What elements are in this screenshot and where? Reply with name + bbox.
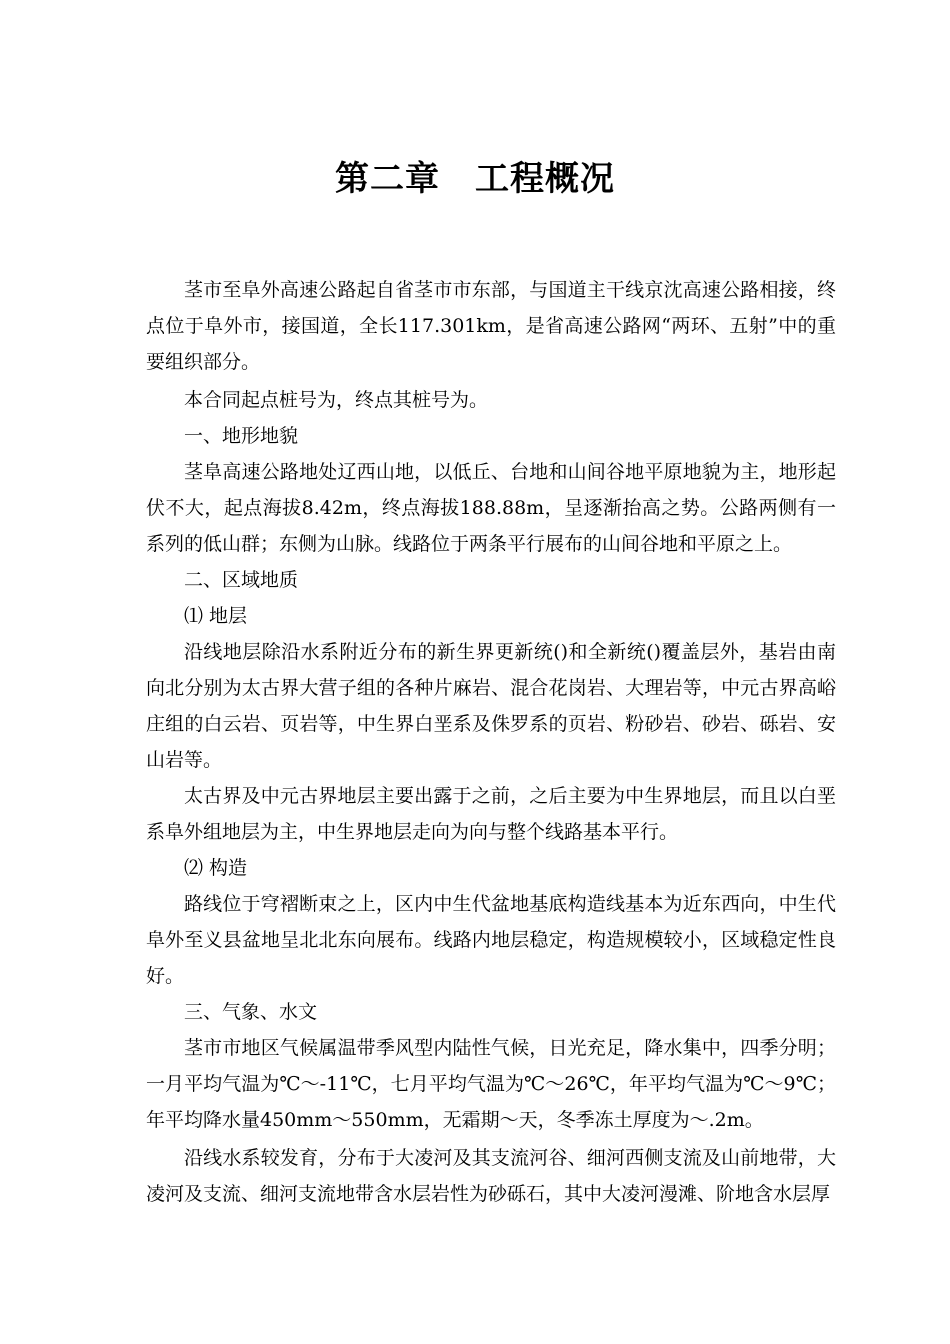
paragraph-contract-stakes: 本合同起点桩号为，终点其桩号为。 — [184, 389, 489, 411]
paragraph-project-intro: 茎市至阜外高速公路起自省茎市市东部，与国道主干线京沈高速公路相接，终点位于阜外市，接国道，全长117.301km，是省高速公路网“两环、五射”中的重要组织部分。 — [146, 279, 836, 373]
paragraph-strata: 沿线地层除沿水系附近分布的新生界更新统()和全新统()覆盖层外，基岩由南向北分别为太古界大营子组的各种片麻岩、混合花岗岩、大理岩等，中元古界高峪庄组的白云岩、页岩等，中生界白垩系及侏罗系的页岩、粉砂岩、砂岩、砾岩、安山岩等。 — [146, 641, 836, 771]
body-text — [146, 272, 836, 1212]
chapter-title: 第二章 工程概况 — [335, 159, 615, 199]
section-heading-terrain: 一、地形地貌 — [184, 425, 299, 447]
subsection-heading-strata: ⑴ 地层 — [184, 605, 248, 627]
paragraph-terrain: 茎阜高速公路地处辽西山地，以低丘、台地和山间谷地平原地貌为主，地形起伏不大，起点海拔8.42m，终点海拔188.88m，呈逐渐抬高之势。公路两侧有一系列的低山群；东侧为山脉。线路位于两条平行展布的山间谷地和平原之上。 — [146, 461, 836, 555]
paragraph-hydrology: 沿线水系较发育，分布于大凌河及其支流河谷、细河西侧支流及山前地带，大凌河及支流、细河支流地带含水层岩性为砂砾石，其中大凌河漫滩、阶地含水层厚 — [146, 1147, 836, 1205]
section-heading-geology: 二、区域地质 — [184, 569, 299, 591]
subsection-heading-structure: ⑵ 构造 — [184, 857, 248, 879]
section-heading-climate-hydrology: 三、气象、水文 — [184, 1001, 318, 1023]
paragraph-structure: 路线位于穹褶断束之上，区内中生代盆地基底构造线基本为近东西向，中生代阜外至义县盆地呈北北东向展布。线路内地层稳定，构造规模较小，区域稳定性良好。 — [146, 893, 836, 987]
paragraph-climate: 茎市市地区气候属温带季风型内陆性气候，日光充足，降水集中，四季分明；一月平均气温为℃～-11℃，七月平均气温为℃～26℃，年平均气温为℃～9℃；年平均降水量450mm～550mm，无霜期～天，冬季冻土厚度为～.2m。 — [146, 1037, 836, 1131]
paragraph-strata-exposure: 太古界及中元古界地层主要出露于之前，之后主要为中生界地层，而且以白垩系阜外组地层为主，中生界地层走向为向与整个线路基本平行。 — [146, 785, 836, 843]
